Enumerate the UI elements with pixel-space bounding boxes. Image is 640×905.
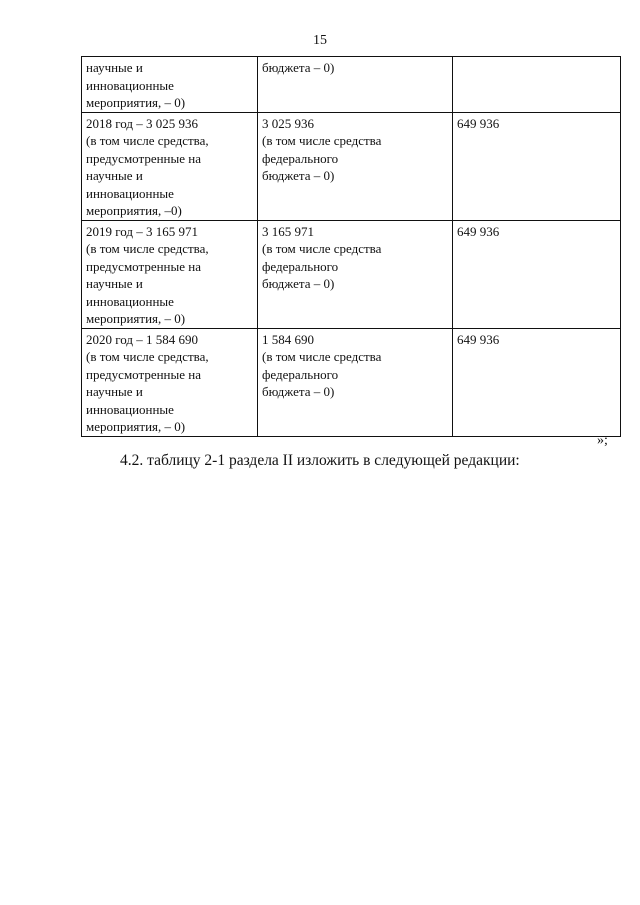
- table-cell-total: [82, 328, 258, 436]
- table-row: [82, 57, 621, 113]
- table-cell-total: [82, 57, 258, 113]
- cell-line: 2019 год – 3 165 971: [86, 223, 198, 239]
- table-cell-regional: [258, 112, 453, 220]
- instruction-text: 4.2. таблицу 2-1 раздела II изложить в следующей редакции:: [120, 452, 520, 469]
- cell-line: научные и: [86, 60, 143, 75]
- cell-line: инновационные: [86, 401, 174, 417]
- cell-line: научные и: [86, 168, 143, 183]
- cell-line: бюджета – 0): [262, 276, 335, 291]
- cell-line: 1 584 690: [262, 331, 314, 347]
- cell-line: инновационные: [86, 77, 174, 93]
- cell-line: (в том числе средства: [262, 349, 382, 364]
- cell-line: мероприятия, – 0): [86, 95, 186, 110]
- cell-line: 649 936: [457, 331, 500, 347]
- table-cell-regional: [258, 328, 453, 436]
- cell-line: мероприятия, –0): [86, 203, 182, 218]
- cell-line: бюджета – 0): [262, 168, 335, 183]
- table-cell-other: [453, 328, 621, 436]
- page-number: 15: [313, 33, 327, 48]
- cell-line: (в том числе средства,: [86, 349, 209, 364]
- table-cell-other: [453, 112, 621, 220]
- budget-table-body: [82, 57, 621, 437]
- table-row: [82, 112, 621, 220]
- table-row: [82, 220, 621, 328]
- budget-table: [81, 56, 621, 437]
- cell-line: научные и: [86, 276, 143, 291]
- cell-line: научные и: [86, 384, 143, 399]
- cell-line: федерального: [262, 150, 339, 166]
- table-cell-total: [82, 220, 258, 328]
- closing-quote: »;: [597, 433, 608, 448]
- cell-line: 3 025 936: [262, 115, 314, 131]
- cell-line: (в том числе средства,: [86, 133, 209, 148]
- cell-line: 2018 год – 3 025 936: [86, 115, 198, 131]
- table-cell-regional: [258, 220, 453, 328]
- cell-line: инновационные: [86, 293, 174, 309]
- cell-line: инновационные: [86, 185, 174, 201]
- cell-line: 3 165 971: [262, 223, 314, 239]
- cell-line: 649 936: [457, 223, 500, 239]
- cell-line: (в том числе средства: [262, 241, 382, 256]
- cell-line: 2020 год – 1 584 690: [86, 331, 198, 347]
- cell-line: 649 936: [457, 115, 500, 131]
- cell-line: предусмотренные на: [86, 150, 202, 166]
- table-cell-regional: [258, 57, 453, 113]
- cell-line: (в том числе средства: [262, 133, 382, 148]
- table-cell-other: [453, 220, 621, 328]
- table-row: [82, 328, 621, 436]
- cell-line: (в том числе средства,: [86, 241, 209, 256]
- table-cell-total: [82, 112, 258, 220]
- cell-line: мероприятия, – 0): [86, 419, 186, 434]
- cell-line: мероприятия, – 0): [86, 311, 186, 326]
- cell-line: предусмотренные на: [86, 366, 202, 382]
- table-cell-other: [453, 57, 621, 113]
- cell-line: федерального: [262, 366, 339, 382]
- cell-line: федерального: [262, 258, 339, 274]
- cell-line: бюджета – 0): [262, 60, 335, 75]
- cell-line: предусмотренные на: [86, 258, 202, 274]
- cell-line: бюджета – 0): [262, 384, 335, 399]
